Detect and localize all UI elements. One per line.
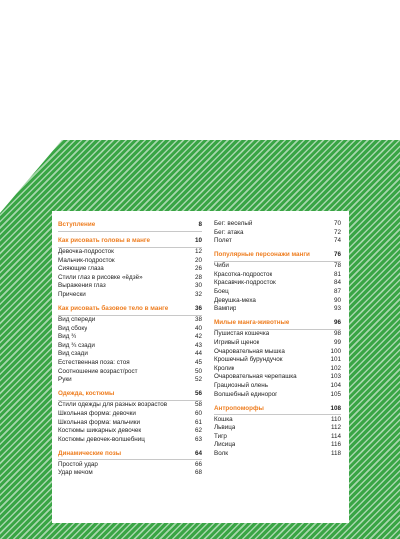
toc-entry-title: Игривый щенок bbox=[214, 338, 260, 346]
toc-entry bbox=[214, 433, 341, 442]
toc-page-number: 105 bbox=[330, 390, 341, 398]
toc-entry-title: Пушистая кошечка bbox=[214, 330, 270, 338]
toc-entry bbox=[58, 333, 202, 342]
toc-entry-title: Стили глаз в рисовке «ёдзё» bbox=[58, 273, 143, 281]
toc-entry-title: Костюмы девочек-волшебниц bbox=[58, 435, 145, 443]
toc-entry-title: Вид ¾ сзади bbox=[58, 341, 95, 349]
toc-entry bbox=[214, 348, 341, 357]
toc-entry bbox=[214, 220, 341, 229]
toc-entry bbox=[214, 382, 341, 391]
toc-entry-title: Удар мечом bbox=[58, 469, 93, 477]
toc-page-number: 87 bbox=[333, 288, 341, 296]
toc-page-number: 40 bbox=[194, 324, 202, 332]
toc-page-number: 102 bbox=[330, 364, 341, 372]
toc-entry bbox=[58, 274, 202, 283]
toc-entry-title: Стили одежды для разных возрастов bbox=[58, 401, 168, 409]
toc-page-number: 10 bbox=[194, 237, 202, 244]
toc-page-number: 70 bbox=[333, 220, 341, 227]
toc-entry-title: Школьная форма: мальчики bbox=[58, 418, 141, 426]
toc-entry-title: Вид спереди bbox=[58, 316, 96, 324]
toc-page-number: 114 bbox=[330, 432, 341, 440]
toc-entry bbox=[214, 288, 341, 297]
toc-entry bbox=[58, 291, 202, 300]
toc-entry bbox=[214, 373, 341, 382]
toc-entry-title: Популярные персонажи манги bbox=[214, 251, 310, 259]
toc-entry-title: Чиби bbox=[214, 262, 229, 270]
toc-entry bbox=[58, 419, 202, 428]
toc-page-number: 103 bbox=[330, 373, 341, 381]
toc-entry-title: Грациозный олень bbox=[214, 381, 269, 389]
toc-page-number: 68 bbox=[194, 469, 202, 477]
toc-page-number: 44 bbox=[194, 350, 202, 358]
toc-entry-title: Бег: атака bbox=[214, 228, 244, 236]
toc-page-number: 60 bbox=[194, 409, 202, 417]
toc-entry-title: Прически bbox=[58, 290, 86, 298]
toc-entry-title: Вид сзади bbox=[58, 350, 88, 358]
toc-section-heading bbox=[58, 220, 202, 232]
toc-page-number: 108 bbox=[330, 404, 341, 412]
toc-page-number: 99 bbox=[333, 338, 341, 346]
toc-page-number: 110 bbox=[330, 415, 341, 423]
toc-entry bbox=[214, 330, 341, 339]
toc-page-number: 64 bbox=[194, 449, 202, 457]
toc-entry-title: Тигр bbox=[214, 432, 227, 440]
toc-page-number: 63 bbox=[194, 435, 202, 443]
toc-entry-title: Боец bbox=[214, 288, 229, 296]
toc-entry-title: Милые манга-животные bbox=[214, 319, 290, 327]
toc-entry-title: Костюмы шикарных девочек bbox=[58, 427, 142, 435]
toc-page-number: 32 bbox=[194, 290, 202, 298]
toc-entry bbox=[58, 427, 202, 436]
toc-page-number: 12 bbox=[194, 248, 202, 255]
toc-page-number: 36 bbox=[194, 305, 202, 313]
toc-entry-title: Красотка-подросток bbox=[214, 270, 273, 278]
table-of-contents bbox=[52, 211, 349, 523]
toc-page-number: 104 bbox=[330, 381, 341, 389]
toc-entry bbox=[58, 410, 202, 419]
toc-entry-title: Бег: веселый bbox=[214, 220, 253, 227]
toc-entry-title: Вид сбоку bbox=[58, 324, 88, 332]
toc-entry-title: Вид ¾ bbox=[58, 333, 77, 341]
toc-page-number: 26 bbox=[194, 265, 202, 273]
toc-entry bbox=[58, 316, 202, 325]
toc-page-number: 62 bbox=[194, 427, 202, 435]
toc-entry bbox=[58, 469, 202, 478]
toc-page-number: 72 bbox=[333, 228, 341, 236]
toc-page-number: 93 bbox=[333, 305, 341, 313]
toc-entry-title: Выражения глаз bbox=[58, 282, 106, 290]
toc-page-number: 28 bbox=[194, 273, 202, 281]
toc-page-number: 112 bbox=[330, 424, 341, 432]
toc-entry-title: Вступление bbox=[58, 221, 96, 228]
toc-section-heading bbox=[58, 449, 202, 461]
toc-entry-title: Львица bbox=[214, 424, 236, 432]
toc-entry-title: Красавчик-подросток bbox=[214, 279, 276, 287]
toc-entry-title: Сияющие глаза bbox=[58, 265, 104, 273]
toc-entry-title: Девочка-подросток bbox=[58, 248, 114, 255]
toc-entry bbox=[214, 279, 341, 288]
toc-entry-title: Крошечный бурундучок bbox=[214, 356, 283, 364]
toc-page-number: 38 bbox=[194, 316, 202, 324]
toc-entry-title: Волк bbox=[214, 449, 228, 457]
toc-entry bbox=[58, 350, 202, 359]
toc-entry bbox=[214, 356, 341, 365]
toc-entry bbox=[58, 401, 202, 410]
toc-entry bbox=[58, 257, 202, 266]
toc-page-number: 61 bbox=[194, 418, 202, 426]
toc-entry-title: Школьная форма: девочки bbox=[58, 409, 136, 417]
toc-page-number: 78 bbox=[333, 262, 341, 270]
toc-page-number: 98 bbox=[333, 330, 341, 338]
toc-page-number: 20 bbox=[194, 256, 202, 264]
toc-entry-title: Динамические позы bbox=[58, 449, 122, 457]
toc-column-right bbox=[214, 220, 341, 459]
toc-page-number: 74 bbox=[333, 237, 341, 245]
toc-entry bbox=[58, 325, 202, 334]
toc-column-left bbox=[58, 220, 202, 478]
toc-entry-title: Очаровательная черепашка bbox=[214, 373, 297, 381]
toc-entry bbox=[214, 237, 341, 246]
toc-entry-title: Мальчик-подросток bbox=[58, 256, 115, 264]
toc-section-heading bbox=[214, 404, 341, 416]
toc-page-number: 116 bbox=[330, 441, 341, 449]
toc-entry-title: Полет bbox=[214, 237, 232, 245]
toc-entry-title: Очаровательная мышка bbox=[214, 347, 285, 355]
toc-entry-title: Вампир bbox=[214, 305, 237, 313]
toc-entry-title: Девушка-меха bbox=[214, 296, 256, 304]
toc-entry bbox=[214, 229, 341, 238]
toc-section-heading bbox=[58, 389, 202, 401]
toc-page-number: 45 bbox=[194, 359, 202, 367]
toc-entry bbox=[58, 248, 202, 257]
toc-page-number: 81 bbox=[333, 270, 341, 278]
toc-page-number: 76 bbox=[333, 251, 341, 259]
toc-entry bbox=[214, 297, 341, 306]
toc-entry bbox=[214, 391, 341, 400]
toc-page-number: 84 bbox=[333, 279, 341, 287]
toc-page-number: 50 bbox=[194, 367, 202, 375]
toc-entry bbox=[58, 461, 202, 470]
toc-entry-title: Как рисовать головы в манге bbox=[58, 237, 150, 244]
toc-entry bbox=[214, 339, 341, 348]
toc-entry bbox=[58, 368, 202, 377]
toc-entry-title: Руки bbox=[58, 376, 72, 384]
toc-entry-title: Как рисовать базовое тело в манге bbox=[58, 305, 169, 313]
toc-entry bbox=[58, 436, 202, 445]
toc-entry bbox=[58, 265, 202, 274]
toc-entry bbox=[214, 271, 341, 280]
toc-page-number: 90 bbox=[333, 296, 341, 304]
toc-entry bbox=[58, 282, 202, 291]
toc-page-number: 56 bbox=[194, 390, 202, 398]
toc-page-number: 66 bbox=[194, 460, 202, 468]
toc-section-heading bbox=[214, 318, 341, 330]
toc-entry bbox=[58, 342, 202, 351]
toc-entry-title: Кролик bbox=[214, 364, 235, 372]
toc-page-number: 52 bbox=[194, 376, 202, 384]
toc-entry-title: Волшебный единорог bbox=[214, 390, 278, 398]
toc-section-heading bbox=[214, 250, 341, 262]
toc-page-number: 42 bbox=[194, 333, 202, 341]
toc-entry-title: Лисица bbox=[214, 441, 236, 449]
toc-page-number: 58 bbox=[194, 401, 202, 409]
toc-page-number: 96 bbox=[333, 319, 341, 327]
toc-entry bbox=[58, 376, 202, 385]
toc-page-number: 118 bbox=[330, 449, 341, 457]
toc-page-number: 43 bbox=[194, 341, 202, 349]
toc-entry-title: Кошка bbox=[214, 415, 233, 423]
toc-entry bbox=[214, 441, 341, 450]
toc-entry-title: Одежда, костюмы bbox=[58, 390, 115, 398]
toc-section-heading bbox=[58, 236, 202, 248]
toc-entry bbox=[214, 305, 341, 314]
toc-entry bbox=[58, 359, 202, 368]
toc-section-heading bbox=[58, 304, 202, 316]
toc-entry bbox=[214, 450, 341, 459]
toc-entry-title: Антропоморфы bbox=[214, 404, 264, 412]
toc-entry-title: Простой удар bbox=[58, 460, 98, 468]
toc-entry bbox=[214, 424, 341, 433]
toc-page-number: 101 bbox=[330, 356, 341, 364]
toc-entry-title: Естественная поза: стоя bbox=[58, 359, 130, 367]
toc-page-number: 30 bbox=[194, 282, 202, 290]
toc-page-number: 8 bbox=[198, 221, 202, 228]
toc-entry bbox=[214, 416, 341, 425]
toc-entry bbox=[214, 365, 341, 374]
toc-page-number: 100 bbox=[330, 347, 341, 355]
toc-entry-title: Соотношение возраст/рост bbox=[58, 367, 138, 375]
toc-entry bbox=[214, 262, 341, 271]
